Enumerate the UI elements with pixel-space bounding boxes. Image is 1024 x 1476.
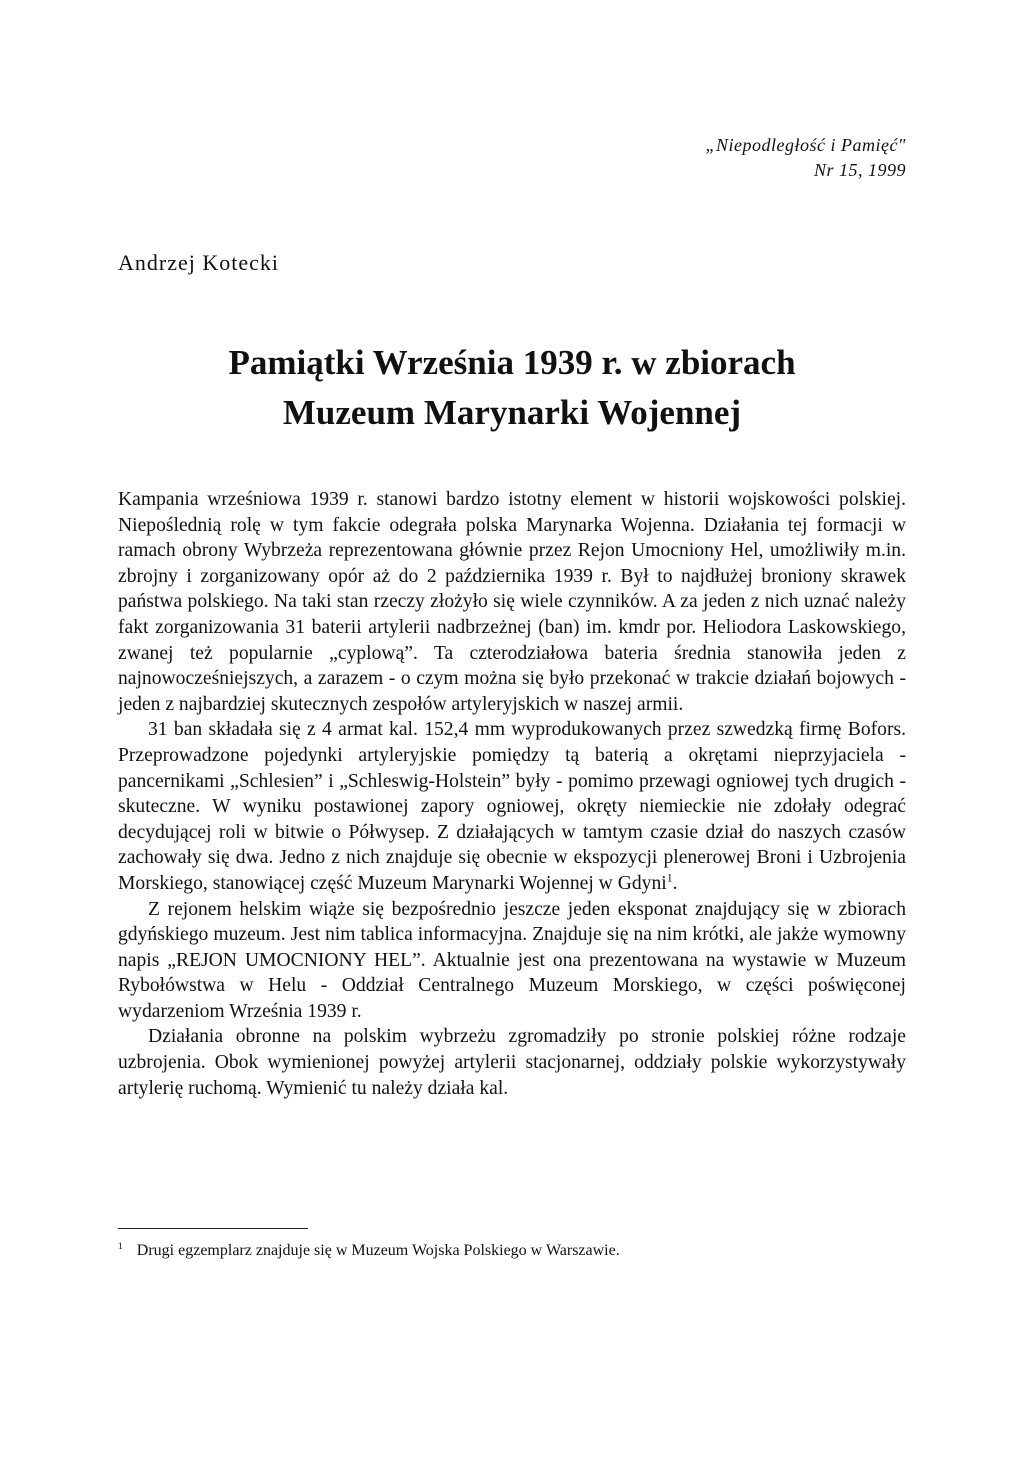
title-line-1: Pamiątki Września 1939 r. w zbiorach — [228, 343, 796, 382]
footnote-reference: 1 — [666, 871, 673, 885]
footnote-mark: 1 — [118, 1240, 123, 1252]
author-name: Andrzej Kotecki — [118, 250, 279, 275]
paragraph-3: Z rejonem helskim wiąże się bezpośrednio jeszcze jeden eksponat znajdujący się w zbiorach gdyńskiego muzeum. Jest nim tablica informacyjna. Znajduje się na nim krótki, ale jakże wymowny napis „REJON UMOCNIONY HEL”. Aktualnie jest ona prezentowana na wystawie w Muzeum Rybołówstwa w Helu - Oddział Centralnego Muzeum Morskiego, w części poświęconej wydarzeniom Września 1939 r. — [118, 898, 906, 1022]
paragraph-2 — [118, 717, 906, 896]
article-body — [118, 487, 906, 1101]
journal-header — [705, 133, 906, 183]
paragraph-1: Kampania wrześniowa 1939 r. stanowi bardzo istotny element w historii wojskowości polskiej. Niepoślednią rolę w tym fakcie odegrała polska Marynarka Wojenna. Działania tej formacji w ramach obrony Wybrzeża reprezentowana głównie przez Rejon Umocniony Hel, umożliwiły m.in. zbrojny i zorganizowany opór aż do 2 października 1939 r. Był to najdłużej broniony skrawek państwa polskiego. Na taki stan rzeczy złożyło się wiele czynników. A za jeden z nich uznać należy fakt zorganizowania 31 baterii artylerii nadbrzeżnej (ban) im. kmdr por. Heliodora Laskowskiego, zwanej też popularnie „cyplową”. Ta czterodziałowa bateria średnia stanowiła jeden z najnowocześniejszych, a zarazem - o czym można się było przekonać w trakcie działań bojowych - jeden z najbardziej skutecznych zespołów artyleryjskich w naszej armii. — [118, 489, 906, 715]
article-title — [118, 338, 906, 438]
paragraph-4: Działania obronne na polskim wybrzeżu zgromadziły po stronie polskiej różne rodzaje uzbrojenia. Obok wymienionej powyżej artylerii stacjonarnej, oddziały polskie wykorzystywały artylerię ruchomą. Wymienić tu należy działa kal. — [118, 1026, 906, 1099]
paragraph-2-end: . — [672, 872, 678, 894]
journal-issue: Nr 15, 1999 — [813, 160, 906, 180]
title-line-2: Muzeum Marynarki Wojennej — [282, 393, 742, 432]
footnote-text: Drugi egzemplarz znajduje się w Muzeum Wojska Polskiego w Warszawie. — [136, 1242, 620, 1259]
footnote — [118, 1240, 906, 1262]
paragraph-2-text: 31 ban składała się z 4 armat kal. 152,4 mm wyprodukowanych przez szwedzką firmę Bofors. Przeprowadzone pojedynki artyleryjskie pomiędzy tą baterią a okrętami nieprzyjaciela - pancernikami „Schlesien” i „Schleswig-Holstein” były - pomimo przewagi ogniowej tych drugich - skuteczne. W wyniku postawionej zapory ogniowej, okręty niemieckie nie zdołały odegrać decydującej roli w bitwie o Półwysep. Z działających w tamtym czasie dział do naszych czasów zachowały się dwa. Jedno z nich znajduje się obecnie w ekspozycji plenerowej Broni i Uzbrojenia Morskiego, stanowiącej część Muzeum Marynarki Wojennej w Gdyni — [118, 719, 906, 894]
journal-name: „Niepodległość i Pamięć" — [705, 135, 906, 155]
footnote-divider — [118, 1228, 308, 1229]
